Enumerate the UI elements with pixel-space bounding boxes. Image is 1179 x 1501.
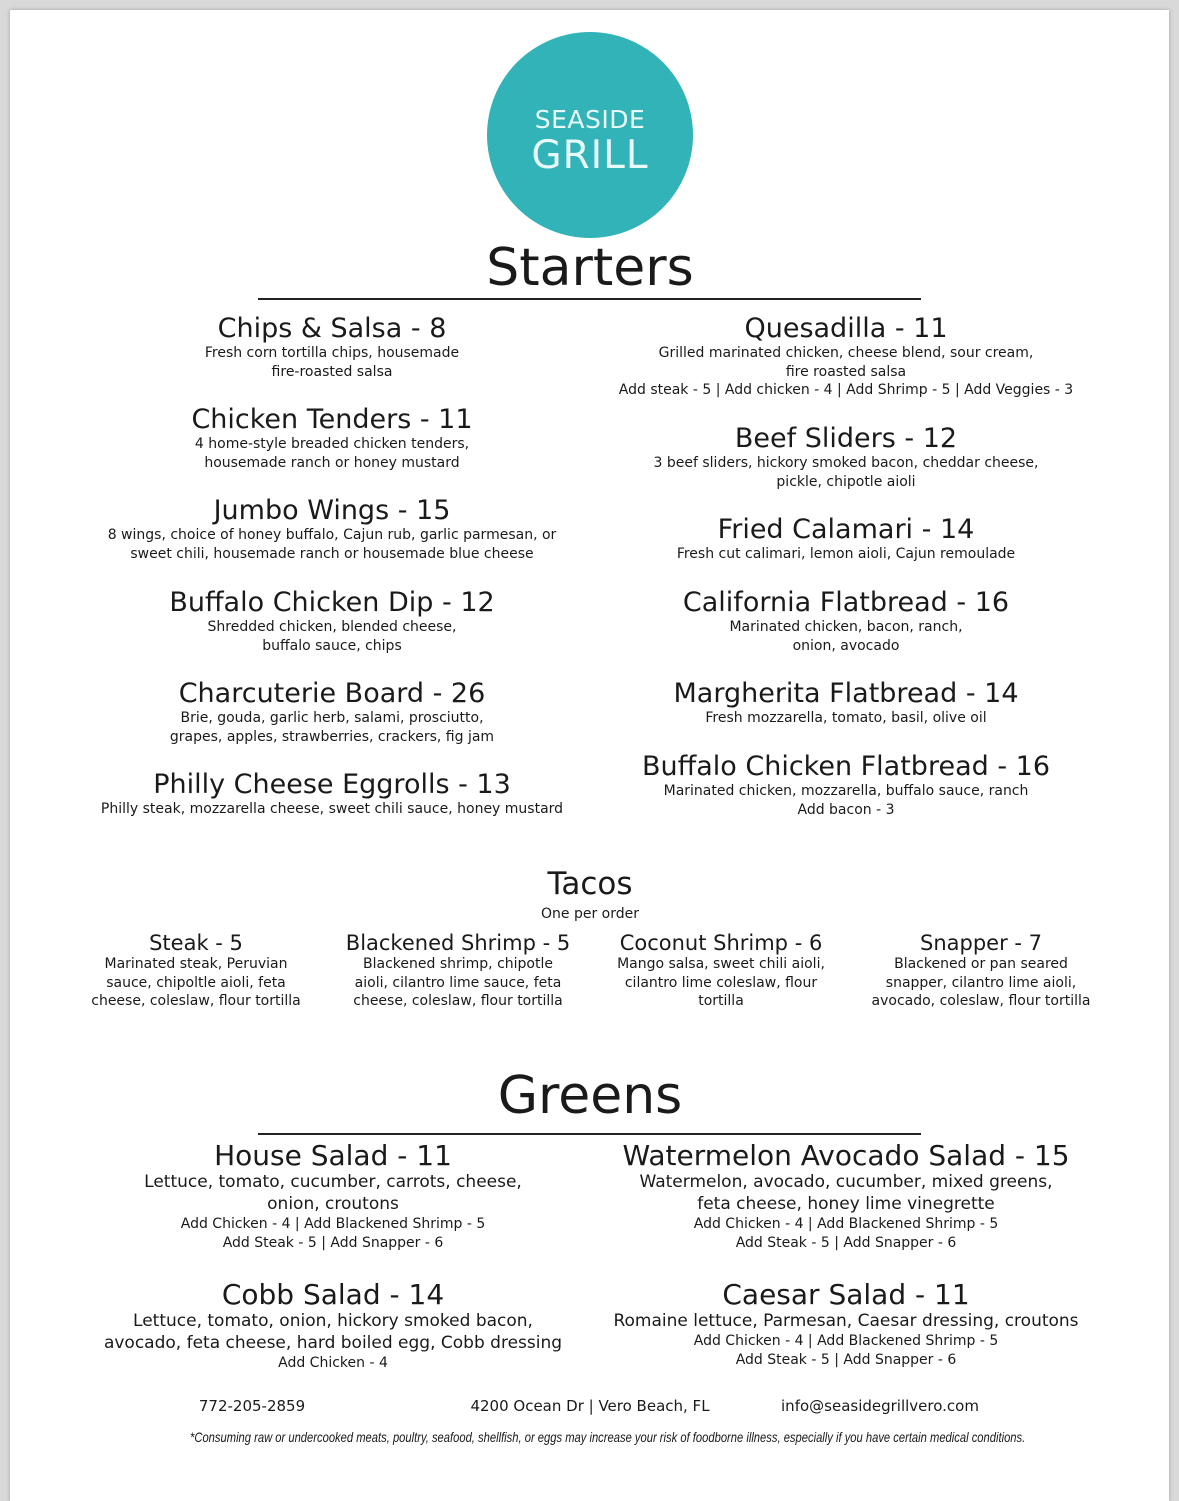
greens-item-desc: Romaine lettuce, Parmesan, Caesar dressing, croutons: [613, 1311, 1079, 1331]
taco-item: [72, 931, 320, 1011]
starter-item: [52, 405, 612, 472]
starter-item-desc: 8 wings, choice of honey buffalo, Cajun rub, garlic parmesan, or: [107, 527, 557, 543]
starter-item-desc: 3 beef sliders, hickory smoked bacon, cheddar cheese,: [653, 455, 1039, 471]
greens-item: [52, 1280, 614, 1373]
tacos-title: Tacos: [547, 866, 633, 902]
taco-item-desc: Mango salsa, sweet chili aioli,: [617, 956, 825, 972]
taco-item-desc: cheese, coleslaw, flour tortilla: [353, 993, 563, 1009]
greens-item-desc: avocado, feta cheese, hard boiled egg, Cobb dressing: [103, 1333, 563, 1353]
starter-item-desc: pickle, chipotle aioli: [776, 473, 916, 490]
starter-item-desc: grapes, apples, strawberries, crackers, fig jam: [169, 728, 495, 745]
starter-item-desc: housemade ranch or honey mustard: [204, 454, 460, 471]
starter-item-desc: Fresh mozzarella, tomato, basil, olive oil: [705, 710, 987, 726]
taco-item-desc: Marinated steak, Peruvian: [104, 956, 288, 972]
greens-item-addons: Add Chicken - 4: [278, 1355, 388, 1371]
tacos-subtitle: One per order: [541, 906, 639, 922]
footer-phone: 772-205-2859: [198, 1397, 306, 1415]
starter-item-addons: Add bacon - 3: [797, 801, 895, 818]
starter-item: [576, 752, 1116, 819]
footer-email[interactable]: info@seasidegrillvero.com: [781, 1397, 979, 1415]
starter-item-desc: fire roasted salsa: [785, 363, 907, 380]
starter-item-title: Buffalo Chicken Flatbread - 16: [641, 751, 1051, 782]
greens-item-desc: feta cheese, honey lime vinegrette: [697, 1194, 995, 1214]
starter-item: [52, 770, 612, 819]
seaside-grill-logo: [487, 32, 693, 238]
starter-item-desc: buffalo sauce, chips: [262, 637, 402, 654]
logo-line-2: GRILL: [531, 133, 649, 178]
logo-line-1: SEASIDE: [534, 105, 646, 134]
greens-item: [576, 1280, 1116, 1370]
menu-page: [10, 10, 1169, 1501]
taco-item: [333, 931, 583, 1011]
starter-item-title: Philly Cheese Eggrolls - 13: [153, 769, 511, 800]
greens-item-addons: Add Steak - 5 | Add Snapper - 6: [735, 1352, 957, 1368]
starter-item: [576, 314, 1116, 400]
greens-item-title: Cobb Salad - 14: [221, 1278, 445, 1311]
taco-item-desc: Blackened or pan seared: [894, 956, 1068, 972]
starter-item-title: Chips & Salsa - 8: [217, 313, 447, 344]
taco-item-desc: sauce, chipoltle aioli, feta: [106, 974, 286, 991]
taco-item-desc: snapper, cilantro lime aioli,: [885, 974, 1077, 991]
greens-item-title: House Salad - 11: [214, 1139, 452, 1172]
starter-item-desc: Fresh cut calimari, lemon aioli, Cajun remoulade: [676, 546, 1016, 562]
greens-title: Greens: [497, 1066, 683, 1126]
greens-item-addons: Add Chicken - 4 | Add Blackened Shrimp - 5: [180, 1216, 486, 1232]
starter-item: [576, 424, 1116, 491]
starter-item-desc: Shredded chicken, blended cheese,: [207, 619, 457, 635]
greens-item-desc: Lettuce, tomato, cucumber, carrots, cheese,: [144, 1172, 522, 1192]
greens-item-desc: Lettuce, tomato, onion, hickory smoked bacon,: [133, 1311, 533, 1331]
starter-item: [52, 679, 612, 746]
taco-item-title: Steak - 5: [149, 931, 243, 955]
starter-item-desc: Grilled marinated chicken, cheese blend, sour cream,: [658, 345, 1034, 361]
taco-item-desc: avocado, coleslaw, flour tortilla: [871, 993, 1091, 1009]
greens-item-title: Caesar Salad - 11: [722, 1278, 970, 1311]
starter-item-addons: Add steak - 5 | Add chicken - 4 | Add Shrimp - 5 | Add Veggies - 3: [618, 382, 1074, 398]
starters-divider: [258, 298, 921, 300]
starter-item-desc: sweet chili, housemade ranch or housemade blue cheese: [130, 545, 534, 562]
starter-item-title: Fried Calamari - 14: [717, 514, 975, 545]
starter-item-desc: Marinated chicken, mozzarella, buffalo sauce, ranch: [663, 783, 1029, 799]
taco-item-title: Snapper - 7: [919, 931, 1042, 955]
taco-item-desc: aioli, cilantro lime sauce, feta: [354, 974, 562, 991]
footer-disclaimer: *Consuming raw or undercooked meats, poultry, seafood, shellfish, or eggs may increase your risk of foodborne illness, especially if you have certain medical conditions.: [190, 1429, 1026, 1445]
greens-item-addons: Add Chicken - 4 | Add Blackened Shrimp - 5: [693, 1333, 999, 1349]
greens-item-addons: Add Steak - 5 | Add Snapper - 6: [735, 1235, 957, 1251]
starters-title: Starters: [486, 238, 694, 298]
greens-divider: [258, 1133, 921, 1135]
starter-item-desc: Marinated chicken, bacon, ranch,: [729, 619, 963, 635]
starter-item-title: Beef Sliders - 12: [734, 423, 958, 454]
starter-item: [52, 314, 612, 381]
starter-item-title: California Flatbread - 16: [682, 587, 1010, 618]
taco-item-desc: Blackened shrimp, chipotle: [363, 956, 553, 972]
starter-item: [52, 496, 612, 563]
starter-item-title: Buffalo Chicken Dip - 12: [169, 587, 495, 618]
taco-item: [596, 931, 846, 1011]
taco-item: [856, 931, 1106, 1011]
starter-item: [52, 588, 612, 655]
starter-item-title: Chicken Tenders - 11: [191, 404, 473, 435]
taco-item-desc: tortilla: [698, 993, 744, 1009]
starter-item: [576, 515, 1116, 564]
greens-item: [576, 1141, 1116, 1253]
taco-item-desc: cheese, coleslaw, flour tortilla: [91, 993, 301, 1009]
starter-item-desc: 4 home-style breaded chicken tenders,: [194, 436, 470, 452]
greens-item: [72, 1141, 594, 1253]
greens-item-desc: onion, croutons: [267, 1194, 399, 1214]
starter-item-desc: Philly steak, mozzarella cheese, sweet chili sauce, honey mustard: [100, 801, 564, 817]
starter-item-desc: Brie, gouda, garlic herb, salami, prosciutto,: [180, 710, 484, 726]
starter-item-title: Jumbo Wings - 15: [213, 495, 451, 526]
taco-item-desc: cilantro lime coleslaw, flour: [624, 974, 818, 991]
footer-address: 4200 Ocean Dr | Vero Beach, FL: [470, 1397, 710, 1415]
starter-item-title: Quesadilla - 11: [744, 313, 948, 344]
starter-item-desc: onion, avocado: [792, 637, 900, 654]
taco-item-title: Blackened Shrimp - 5: [345, 931, 571, 955]
starter-item-desc: Fresh corn tortilla chips, housemade: [204, 345, 460, 361]
starter-item: [576, 679, 1116, 728]
starter-item-title: Charcuterie Board - 26: [178, 678, 486, 709]
greens-item-addons: Add Chicken - 4 | Add Blackened Shrimp - 5: [693, 1216, 999, 1232]
greens-item-title: Watermelon Avocado Salad - 15: [622, 1139, 1070, 1172]
starter-item-title: Margherita Flatbread - 14: [673, 678, 1019, 709]
taco-item-title: Coconut Shrimp - 6: [619, 931, 823, 955]
greens-item-desc: Watermelon, avocado, cucumber, mixed greens,: [639, 1172, 1053, 1192]
starter-item: [576, 588, 1116, 655]
greens-item-addons: Add Steak - 5 | Add Snapper - 6: [222, 1235, 444, 1251]
starter-item-desc: fire-roasted salsa: [271, 363, 393, 380]
